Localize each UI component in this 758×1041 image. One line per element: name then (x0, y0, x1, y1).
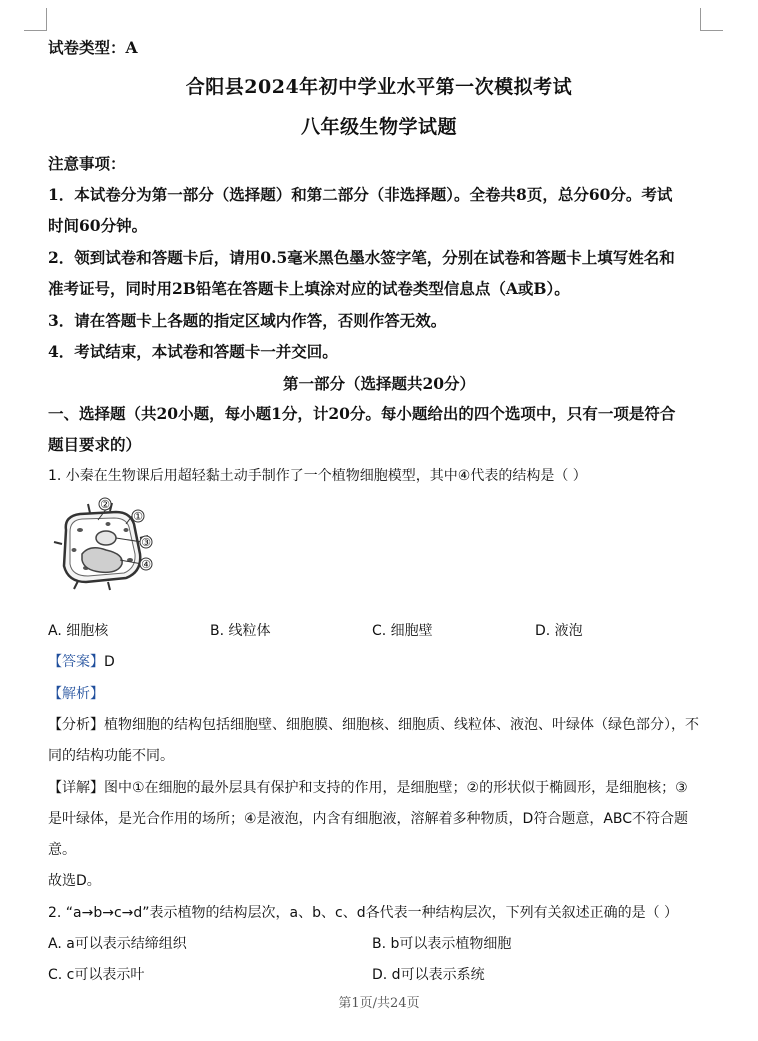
q1-analysis: 【分析】植物细胞的结构包括细胞壁、细胞膜、细胞核、细胞质、线粒体、液泡、叶绿体（绿色部分），不 (48, 717, 699, 733)
q2-option-c: C. c可以表示叶 (48, 967, 145, 983)
q1-option-b: B. 线粒体 (210, 623, 271, 639)
q1-detail: 是叶绿体，是光合作用的场所；④是液泡，内含有细胞液，溶解着多种物质，D符合题意，ABC不符合题 (48, 811, 689, 827)
label-4: ④ (141, 558, 151, 571)
part1-heading: 第一部分（选择题共20分） (282, 374, 476, 393)
analysis-tag: 【解析】 (48, 686, 104, 702)
q1-detail: 意。 (48, 842, 76, 858)
q2-stem: 2. “a→b→c→d”表示植物的结构层次，a、b、c、d各代表一种结构层次，下列有关叙述正确的是（ ） (48, 905, 679, 921)
crop-mark-top-right (700, 8, 723, 31)
notice-line: 3．请在答题卡上各题的指定区域内作答，否则作答无效。 (48, 311, 447, 330)
answer-value: D (104, 654, 115, 670)
section-instruction: 一、选择题（共20小题，每小题1分，计20分。每小题给出的四个选项中，只有一项是符合 (48, 404, 676, 423)
q1-stem: 1. 小秦在生物课后用超轻黏土动手制作了一个植物细胞模型，其中④代表的结构是（ ） (48, 468, 587, 484)
answer-tag: 【答案】 (48, 654, 104, 670)
q1-answer (48, 651, 115, 671)
exam-title: 合阳县2024年初中学业水平第一次模拟考试 (185, 76, 573, 98)
notice-line: 准考证号，同时用2B铅笔在答题卡上填涂对应的试卷类型信息点（A或B）。 (48, 279, 570, 298)
label-3: ③ (141, 536, 151, 549)
q1-conclusion: 故选D。 (48, 873, 101, 889)
q2-option-d: D. d可以表示系统 (372, 967, 485, 983)
notice-line: 2．领到试卷和答题卡后，请用0.5毫米黑色墨水签字笔，分别在试卷和答题卡上填写姓名和 (48, 248, 675, 267)
exam-subtitle: 八年级生物学试题 (300, 116, 457, 138)
section-instruction: 题目要求的） (48, 435, 142, 454)
label-1: ① (133, 510, 143, 523)
q1-option-d: D. 液泡 (535, 623, 583, 639)
q2-option-b: B. b可以表示植物细胞 (372, 936, 512, 952)
q2-option-a: A. a可以表示结缔组织 (48, 936, 187, 952)
notice-line: 1．本试卷分为第一部分（选择题）和第二部分（非选择题）。全卷共8页，总分60分。考试 (48, 185, 673, 204)
page-footer: 第1页/共24页 (338, 996, 420, 1011)
notice-line: 4．考试结束，本试卷和答题卡一并交回。 (48, 342, 338, 361)
notice-line: 时间60分钟。 (48, 216, 148, 235)
q1-analysis: 同的结构功能不同。 (48, 748, 174, 764)
plant-cell-model-figure (50, 494, 170, 602)
paper-type: 试卷类型：A (48, 38, 138, 57)
label-2: ② (100, 498, 110, 511)
q1-option-c: C. 细胞壁 (372, 623, 433, 639)
q1-option-a: A. 细胞核 (48, 623, 109, 639)
q1-detail: 【详解】图中①在细胞的最外层具有保护和支持的作用，是细胞壁；②的形状似于椭圆形，是细胞核；③ (48, 780, 688, 796)
notice-heading: 注意事项： (48, 154, 126, 173)
crop-mark-top-left (24, 8, 47, 31)
